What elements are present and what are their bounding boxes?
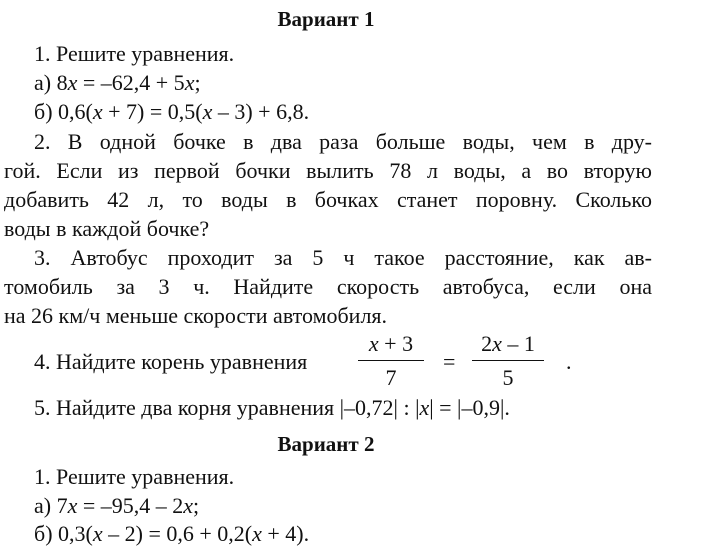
v1-task3-line3: на 26 км/ч меньше скорости автомобиля.	[4, 303, 388, 328]
v1-task5: 5. Найдите два корня уравнения |–0,72| : |x| = |–0,9|.	[34, 395, 510, 420]
v1-task3-line1: 3. Автобус проходит за 5 ч такое расстояние, как ав-	[34, 245, 652, 270]
v1-task1-b: б) 0,6(x + 7) = 0,5(x – 3) + 6,8.	[34, 99, 310, 124]
v1-task4-fraction-left	[356, 332, 426, 392]
v1-task2-line2: гой. Если из первой бочки вылить 78 л воды, а во вторую	[4, 158, 652, 183]
v1-task3-line2: томобиль за 3 ч. Найдите скорость автобуса, если она	[4, 274, 652, 299]
v2-task1-a: а) 7x = –95,4 – 2x;	[34, 493, 200, 518]
fraction-right-denominator: 5	[502, 365, 514, 390]
fraction-left-numerator: x + 3	[368, 331, 414, 356]
v1-task4-equals: =	[443, 349, 456, 374]
v1-task2-line1: 2. В одной бочке в два раза больше воды, чем в дру-	[34, 129, 652, 154]
v1-task2-line4: воды в каждой бочке?	[4, 216, 210, 241]
v1-task4-text: 4. Найдите корень уравнения	[34, 349, 308, 374]
fraction-right-numerator: 2x – 1	[481, 331, 535, 356]
fraction-left-bar	[358, 360, 424, 361]
v2-task1-header: 1. Решите уравнения.	[34, 464, 235, 489]
fraction-left-denominator: 7	[385, 365, 397, 390]
v1-task1-header: 1. Решите уравнения.	[34, 41, 235, 66]
v2-task1-b: б) 0,3(x – 2) = 0,6 + 0,2(x + 4).	[34, 521, 310, 546]
v1-task4-fraction-right	[470, 332, 546, 392]
variant1-title: Вариант 1	[277, 7, 375, 31]
v1-task1-a: а) 8x = –62,4 + 5x;	[34, 70, 201, 95]
v1-task4-period: .	[566, 349, 572, 374]
v1-task2-line3: добавить 42 л, то воды в бочках станет поровну. Сколько	[4, 187, 652, 212]
variant2-title: Вариант 2	[277, 432, 375, 456]
fraction-right-bar	[472, 360, 544, 361]
